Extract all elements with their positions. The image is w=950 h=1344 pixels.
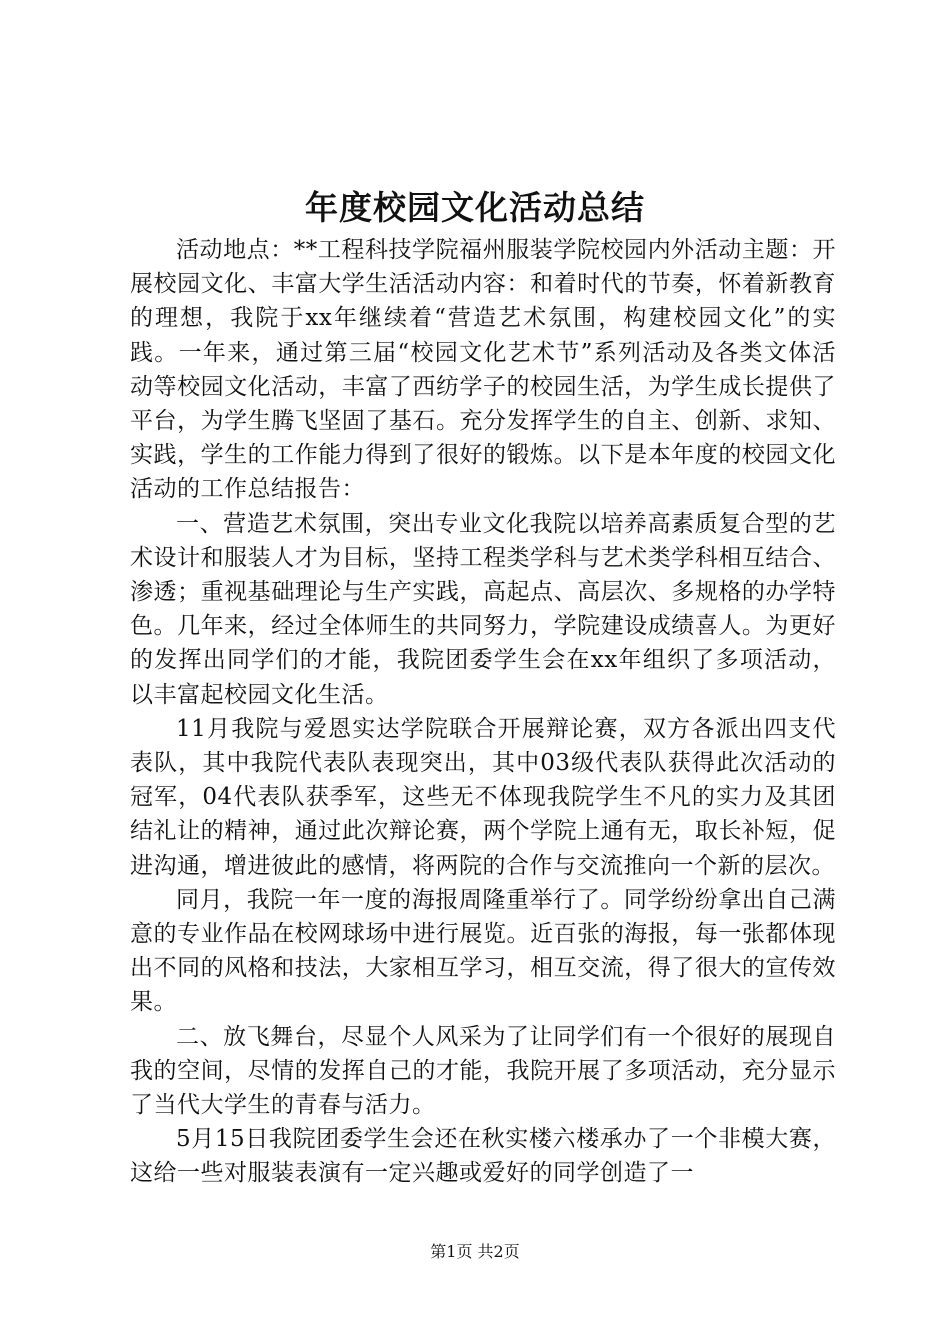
paragraph-model-contest: 5月15日我院团委学生会还在秋实楼六楼承办了一个非模大赛，这给一些对服装表演有一定兴趣或爱好的同学创造了一 <box>130 1126 836 1187</box>
paragraph-poster-week: 同月，我院一年一度的海报周隆重举行了。同学纷纷拿出自己满意的专业作品在校网球场中进行展览。近百张的海报，每一张都体现出不同的风格和技法，大家相互学习，相互交流，得了很大的宣传效果。 <box>130 886 836 1016</box>
paragraph-section-two: 二、放飞舞台，尽显个人风采为了让同学们有一个很好的展现自我的空间，尽情的发挥自己的才能，我院开展了多项活动，充分显示了当代大学生的青春与活力。 <box>130 1023 836 1119</box>
paragraph-activity-overview: 活动地点：**工程科技学院福州服装学院校园内外活动主题：开展校园文化、丰富大学生活活动内容：和着时代的节奏，怀着新教育的理想，我院于xx年继续着“营造艺术氛围，构建校园文化”的实践。一年来，通过第三届“校园文化艺术节”系列活动及各类文体活动等校园文化活动，丰富了西纺学子的校园生活，为学生成长提供了平台，为学生腾飞坚固了基石。充分发挥学生的自主、创新、求知、实践，学生的工作能力得到了很好的锻炼。以下是本年度的校园文化活动的工作总结报告： <box>130 237 836 503</box>
page-number-footer: 第1页 共2页 <box>430 1242 520 1261</box>
paragraph-section-one: 一、营造艺术氛围，突出专业文化我院以培养高素质复合型的艺术设计和服装人才为目标，坚持工程类学科与艺术类学科相互结合、渗透；重视基础理论与生产实践，高起点、高层次、多规格的办学特色。几年来，经过全体师生的共同努力，学院建设成绩喜人。为更好的发挥出同学们的才能，我院团委学生会在xx年组织了多项活动，以丰富起校园文化生活。 <box>130 510 836 708</box>
document-title: 年度校园文化活动总结 <box>305 188 645 227</box>
document-body <box>130 233 836 1191</box>
paragraph-debate-contest: 11月我院与爱恩实达学院联合开展辩论赛，双方各派出四支代表队，其中我院代表队表现突出，其中03级代表队获得此次活动的冠军，04代表队获季军，这些无不体现我院学生不凡的实力及其团结礼让的精神，通过此次辩论赛，两个学院上通有无，取长补短，促进沟通，增进彼此的感情，将两院的合作与交流推向一个新的层次。 <box>130 715 836 879</box>
